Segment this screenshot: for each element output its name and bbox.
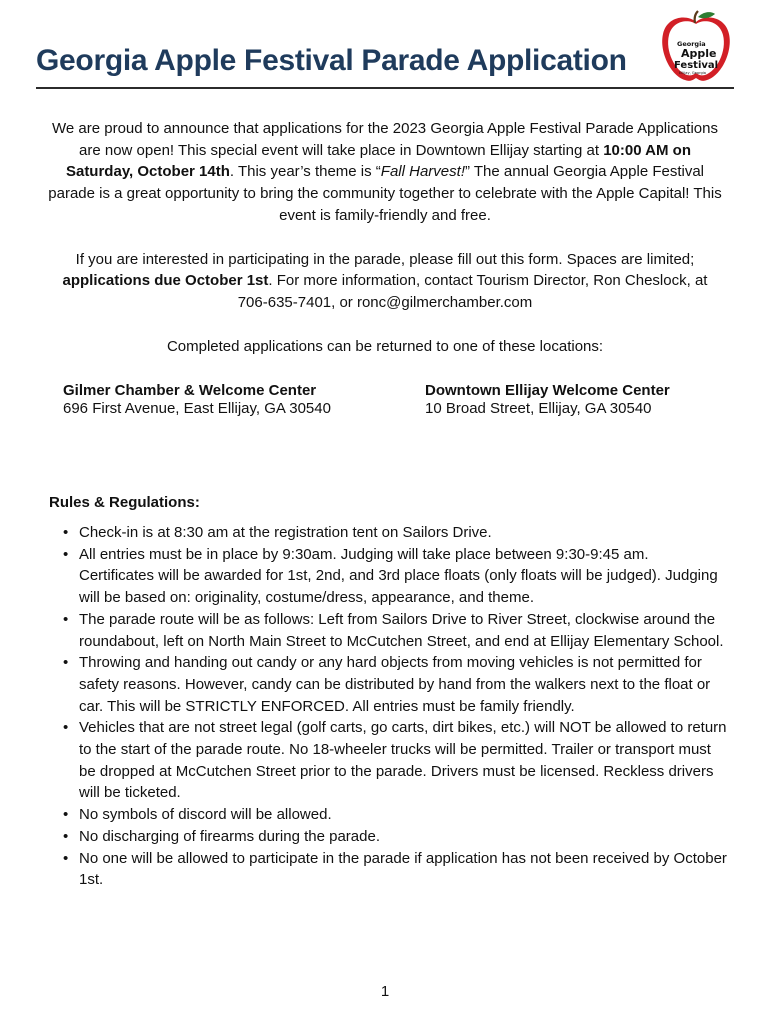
application-deadline: applications due October 1st: [62, 272, 269, 290]
bullet-icon: •: [63, 654, 69, 672]
title-divider: [36, 87, 734, 89]
bullet-icon: •: [63, 806, 69, 824]
location-gilmer-chamber: [63, 382, 331, 417]
rule-item: • All entries must be in place by 9:30am. Judging will take place between 9:30-9:45 am. Certificates will be awarded for 1st, 2nd, and 3rd place floats (only floats will be judged). Judging will be based on: originality, costume/dress, appearance, and theme.: [63, 545, 718, 607]
page-title: Georgia Apple Festival Parade Application: [36, 44, 627, 77]
bullet-icon: •: [63, 524, 69, 541]
rule-item: • No discharging of firearms during the parade.: [79, 826, 727, 848]
bullet-icon: •: [63, 719, 69, 737]
apple-festival-logo: [655, 10, 737, 84]
intro-paragraph-1: We are proud to announce that applications for the 2023 Georgia Apple Festival Parade Applications are now open! This special event will take place in Downtown Ellijay starting at 10:00 AM on Saturday, October 14th. This year’s theme is “Fall Harvest!” The annual Georgia Apple Festival parade is a great opportunity to bring the community together to celebrate with the Apple Capital! This event is family-friendly and free.: [48, 120, 722, 224]
rule-item: • No symbols of discord will be allowed.: [79, 804, 727, 826]
intro-section: [48, 118, 722, 357]
rule-item: • Vehicles that are not street legal (golf carts, go carts, dirt bikes, etc.) will NOT be allowed to return to the start of the parade route. No 18-wheeler trucks will be permitted. Trailer or transport must be dropped at McCutchen Street prior to the parade. Drivers must be licensed. Reckless drivers will be ticketed.: [63, 719, 727, 802]
location-downtown-ellijay: [425, 382, 670, 417]
bullet-icon: •: [63, 827, 69, 845]
location-name: Gilmer Chamber & Welcome Center: [63, 382, 317, 399]
location-address: 696 First Avenue, East Ellijay, GA 30540: [63, 399, 331, 417]
event-theme: Fall Harvest!: [380, 163, 465, 181]
intro-paragraph-3: Completed applications can be returned to one of these locations:: [166, 337, 604, 355]
bullet-icon: •: [63, 545, 69, 563]
page-number: 1: [380, 983, 390, 1000]
logo-text-location: Ellijay, Georgia: [679, 71, 706, 75]
logo-text-festival: Festival: [674, 60, 719, 71]
rule-item: • Check-in is at 8:30 am at the registration tent on Sailors Drive.: [79, 522, 727, 544]
event-datetime: 10:00 AM on Saturday, October 14th: [65, 141, 691, 181]
bullet-icon: •: [63, 610, 69, 628]
location-address: 10 Broad Street, Ellijay, GA 30540: [425, 399, 652, 417]
logo-text-georgia: Georgia: [677, 40, 706, 48]
rules-list: [63, 522, 727, 891]
rule-item: • Throwing and handing out candy or any hard objects from moving vehicles is not permitted for safety reasons. However, candy can be distributed by hand from the walkers next to the float or car. This will be STRICTLY ENFORCED. All entries must be family friendly.: [63, 654, 711, 715]
location-name: Downtown Ellijay Welcome Center: [425, 382, 670, 399]
logo-text-apple: Apple: [681, 47, 717, 60]
rules-heading: Rules & Regulations:: [49, 494, 200, 511]
rule-item: • The parade route will be as follows: Left from Sailors Drive to River Street, clockwise around the roundabout, left on North Main Street to McCutchen Street, and end at Ellijay Elementary School.: [63, 610, 724, 650]
rule-item: • No one will be allowed to participate in the parade if application has not been received by October 1st.: [63, 849, 727, 889]
bullet-icon: •: [63, 849, 69, 867]
intro-paragraph-2: If you are interested in participating in the parade, please fill out this form. Spaces are limited; applications due October 1st. For more information, contact Tourism Director, Ron Cheslock, at 706-635-7401, or ronc@gilmerchamber.com: [62, 250, 708, 311]
